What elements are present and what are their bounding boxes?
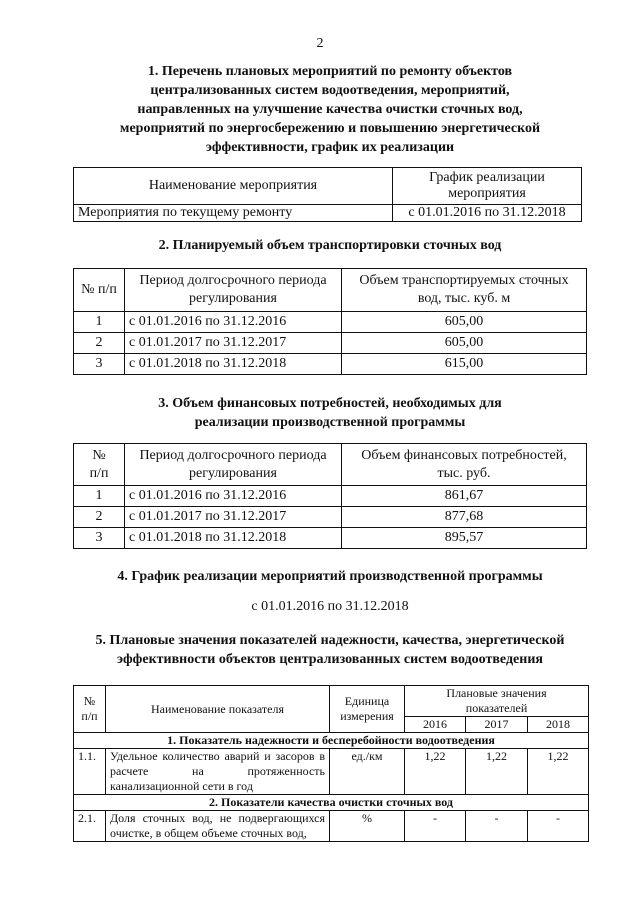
header-unit-line: измерения bbox=[340, 709, 394, 723]
header-planned-values bbox=[405, 686, 589, 717]
row-period-cell: с 01.01.2017 по 31.12.2017 bbox=[125, 333, 342, 354]
indicator-num-cell: 1.1. bbox=[74, 749, 106, 795]
section1-title-line: централизованных систем водоотведения, мероприятий, bbox=[150, 83, 510, 98]
table-row bbox=[74, 312, 587, 333]
section1-title-line: эффективности, график их реализации bbox=[205, 140, 455, 155]
indicator-unit-cell: ед./км bbox=[330, 749, 405, 795]
section5-table bbox=[73, 685, 589, 842]
row-finance-cell: 895,57 bbox=[342, 528, 587, 549]
section3-title-line: 3. Объем финансовых потребностей, необходимых для bbox=[158, 396, 502, 411]
header-schedule-line: мероприятия bbox=[448, 186, 526, 201]
row-num-cell: 1 bbox=[74, 486, 125, 507]
section2-title: 2. Планируемый объем транспортировки сточных вод bbox=[158, 238, 502, 253]
header-volume-line: вод, тыс. куб. м bbox=[417, 291, 511, 306]
section1-table bbox=[73, 167, 582, 222]
row-period-cell: с 01.01.2016 по 31.12.2016 bbox=[125, 312, 342, 333]
indicator-value-2016: 1,22 bbox=[405, 749, 466, 795]
header-volume-line: Объем транспортируемых сточных bbox=[359, 273, 569, 288]
indicator-value-2018: - bbox=[528, 811, 589, 842]
header-unit bbox=[330, 686, 405, 733]
section4-period: с 01.01.2016 по 31.12.2018 bbox=[251, 599, 409, 614]
group-row bbox=[74, 795, 589, 811]
row-num-cell: 3 bbox=[74, 354, 125, 375]
row-period-cell: с 01.01.2017 по 31.12.2017 bbox=[125, 507, 342, 528]
header-period-line: Период долгосрочного периода bbox=[139, 447, 327, 463]
event-schedule-cell: с 01.01.2016 по 31.12.2018 bbox=[393, 205, 582, 222]
header-finance-line: тыс. руб. bbox=[437, 465, 491, 481]
table-row bbox=[74, 811, 589, 842]
header-num bbox=[74, 686, 106, 733]
row-num-cell: 1 bbox=[74, 312, 125, 333]
table-row bbox=[74, 507, 587, 528]
header-period bbox=[125, 444, 342, 486]
section3-title-line: реализации производственной программы bbox=[194, 415, 466, 430]
row-volume-cell: 605,00 bbox=[342, 333, 587, 354]
header-finance-line: Объем финансовых потребностей, bbox=[361, 447, 567, 463]
section3-table bbox=[73, 443, 587, 549]
table-header-row bbox=[74, 168, 582, 205]
table-row bbox=[74, 333, 587, 354]
table-row bbox=[74, 354, 587, 375]
group-quality-title: 2. Показатели качества очистки сточных вод bbox=[74, 795, 589, 811]
section1-title-line: 1. Перечень плановых мероприятий по ремонту объектов bbox=[147, 64, 513, 79]
row-volume-cell: 615,00 bbox=[342, 354, 587, 375]
table-header-row bbox=[74, 444, 587, 486]
header-unit-line: Единица bbox=[344, 694, 390, 708]
section2-table bbox=[73, 268, 587, 375]
section5-title-line: 5. Плановые значения показателей надежности, качества, энергетической bbox=[95, 633, 565, 648]
event-name-cell: Мероприятия по текущему ремонту bbox=[74, 205, 393, 222]
header-year-2018: 2018 bbox=[528, 717, 589, 733]
header-num: № п/п bbox=[74, 269, 125, 312]
section1-title bbox=[60, 62, 600, 157]
table-row bbox=[74, 749, 589, 795]
header-volume bbox=[342, 269, 587, 312]
header-event-name: Наименование мероприятия bbox=[74, 168, 393, 205]
header-period-line: Период долгосрочного периода bbox=[139, 273, 327, 288]
table-row bbox=[74, 528, 587, 549]
indicator-value-2018: 1,22 bbox=[528, 749, 589, 795]
indicator-num-cell: 2.1. bbox=[74, 811, 106, 842]
page-number: 2 bbox=[316, 36, 324, 51]
section4-title: 4. График реализации мероприятий производственной программы bbox=[117, 569, 543, 584]
row-period-cell: с 01.01.2018 по 31.12.2018 bbox=[125, 528, 342, 549]
indicator-value-2016: - bbox=[405, 811, 466, 842]
row-period-cell: с 01.01.2016 по 31.12.2016 bbox=[125, 486, 342, 507]
table-row bbox=[74, 205, 582, 222]
indicator-value-2017: 1,22 bbox=[466, 749, 528, 795]
indicator-name-cell: Удельное количество аварий и засоров в расчете на протяженность канализационной сети в год bbox=[106, 749, 330, 795]
header-num-line: п/п bbox=[81, 709, 98, 723]
header-num bbox=[74, 444, 125, 486]
group-row bbox=[74, 733, 589, 749]
header-num-line: № bbox=[83, 694, 96, 708]
header-year-2017: 2017 bbox=[466, 717, 528, 733]
header-planned-line: показателей bbox=[465, 701, 528, 715]
header-num-line: п/п bbox=[89, 465, 109, 481]
header-planned-line: Плановые значения bbox=[446, 686, 547, 700]
section3-title bbox=[60, 394, 600, 432]
row-finance-cell: 877,68 bbox=[342, 507, 587, 528]
section5-title-line: эффективности объектов централизованных систем водоотведения bbox=[117, 652, 543, 667]
indicator-value-2017: - bbox=[466, 811, 528, 842]
header-period-line: регулирования bbox=[189, 465, 277, 481]
row-period-cell: с 01.01.2018 по 31.12.2018 bbox=[125, 354, 342, 375]
row-volume-cell: 605,00 bbox=[342, 312, 587, 333]
header-schedule bbox=[393, 168, 582, 205]
header-year-2016: 2016 bbox=[405, 717, 466, 733]
header-schedule-line: График реализации bbox=[429, 170, 545, 185]
table-row bbox=[74, 486, 587, 507]
table-header-row bbox=[74, 686, 589, 717]
header-indicator-name: Наименование показателя bbox=[106, 686, 330, 733]
table-header-row bbox=[74, 269, 587, 312]
row-num-cell: 2 bbox=[74, 507, 125, 528]
header-period bbox=[125, 269, 342, 312]
group-reliability-title: 1. Показатель надежности и бесперебойности водоотведения bbox=[74, 733, 589, 749]
row-finance-cell: 861,67 bbox=[342, 486, 587, 507]
indicator-name-cell: Доля сточных вод, не подвергающихся очистке, в общем объеме сточных вод, bbox=[106, 811, 330, 842]
indicator-unit-cell: % bbox=[330, 811, 405, 842]
section1-title-line: направленных на улучшение качества очистки сточных вод, bbox=[137, 102, 523, 117]
section1-title-line: мероприятий по энергосбережению и повышению энергетической bbox=[119, 121, 541, 136]
header-period-line: регулирования bbox=[189, 291, 277, 306]
header-finance bbox=[342, 444, 587, 486]
header-num-line: № bbox=[92, 447, 106, 463]
section5-title bbox=[60, 631, 600, 669]
row-num-cell: 3 bbox=[74, 528, 125, 549]
row-num-cell: 2 bbox=[74, 333, 125, 354]
